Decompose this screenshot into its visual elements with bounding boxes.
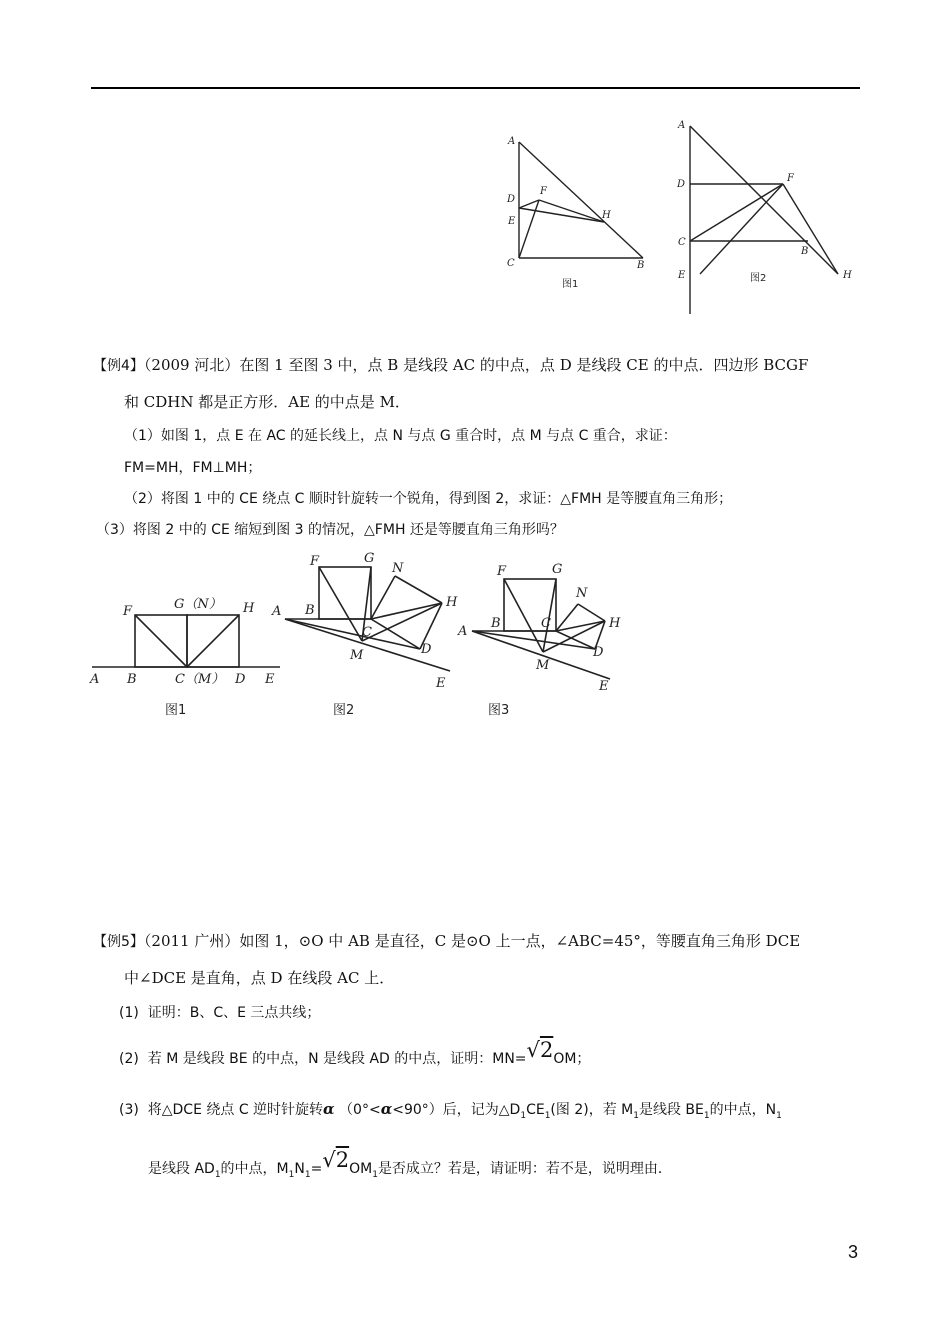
label-G: G（N） (174, 597, 222, 612)
header-rule (91, 87, 860, 89)
example4-tag: 【例4】 (93, 358, 144, 374)
q2-text-post: OM； (553, 1051, 591, 1067)
q2-text-pre: 若 M 是线段 BE 的中点，N 是线段 AD 的中点，证明：MN= (147, 1051, 527, 1067)
sqrt-symbol: √2 (526, 1038, 554, 1062)
q3-text-g: 的中点，N (709, 1102, 777, 1118)
label-G: G (364, 551, 375, 566)
label-N: N (576, 586, 588, 601)
subscript: 1 (372, 1169, 378, 1180)
caption: 图2 (750, 273, 767, 284)
label-M: M (350, 648, 364, 663)
example4-q2: （2）将图 1 中的 CE 绕点 C 顺时针旋转一个锐角，得到图 2，求证：△FMH 是等腰直角三角形； (124, 491, 733, 507)
label-F: F (310, 554, 320, 569)
subscript: 1 (776, 1110, 782, 1121)
subscript: 1 (288, 1169, 295, 1180)
q3-line2-d: = (310, 1161, 323, 1177)
label-B: B (491, 616, 501, 631)
label-D: D (507, 194, 516, 205)
q3-line2-a: 是线段 AD (148, 1161, 215, 1177)
example4-q1a: （1）如图 1，点 E 在 AC 的延长线上，点 N 与点 G 重合时，点 M 与点 C 重合，求证： (124, 428, 677, 444)
subscript: 1 (304, 1169, 311, 1180)
label-H: H (843, 270, 852, 281)
label-G: G (552, 562, 563, 577)
label-F: F (497, 564, 507, 579)
label-D: D (677, 179, 686, 190)
label-E: E (436, 676, 446, 691)
q3-text-c: <90°）后，记为△D (392, 1102, 521, 1118)
caption: 图1 (562, 279, 579, 290)
example4-q1b: FM=MH，FM⊥MH； (124, 460, 262, 476)
example5-q3-line1 (119, 1099, 782, 1126)
alpha-symbol-2: α (380, 1100, 393, 1118)
example4-figure-2 (270, 548, 468, 720)
q3-line2-f: 是否成立？若是，请证明：若不是，说明理由． (377, 1161, 672, 1177)
label-A: A (272, 604, 282, 619)
example4-figure-3 (455, 556, 640, 720)
label-B: B (305, 603, 315, 618)
page-number: 3 (847, 1242, 858, 1262)
top-figure-2 (670, 112, 860, 317)
example5-q3-line2 (148, 1148, 672, 1185)
q3-text-a: 将△DCE 绕点 C 逆时针旋转 (147, 1102, 324, 1118)
example5-q2 (119, 1038, 591, 1069)
label-B: B (801, 246, 809, 257)
label-A: A (90, 672, 100, 687)
caption: 图2 (333, 703, 355, 718)
q3-text-b: （0°< (339, 1102, 381, 1118)
sqrt-symbol: √2 (322, 1148, 350, 1172)
top-figure-1 (500, 128, 660, 298)
label-D: D (421, 642, 432, 657)
label-B: B (127, 672, 137, 687)
label-H: H (602, 210, 611, 221)
label-C: C (678, 237, 686, 248)
q3-number: (3) (119, 1102, 139, 1118)
label-H: H (446, 595, 458, 610)
label-H: H (243, 601, 255, 616)
example5-line2: 中∠DCE 是直角，点 D 在线段 AC 上． (124, 969, 395, 987)
q3-text-f: 是线段 BE (638, 1102, 704, 1118)
example4-line2: 和 CDHN 都是正方形．AE 的中点是 M． (124, 393, 410, 411)
label-F: F (540, 186, 547, 197)
example4-line1 (93, 355, 808, 376)
alpha-symbol: α (323, 1100, 335, 1118)
label-B: B (637, 260, 645, 271)
subscript: 1 (214, 1169, 221, 1180)
subscript: 1 (520, 1110, 527, 1121)
label-F: F (787, 173, 794, 184)
example5-tag: 【例5】 (93, 934, 144, 950)
caption: 图3 (488, 703, 510, 718)
example5-q1 (119, 1003, 320, 1023)
label-C: C (541, 616, 551, 631)
label-A: A (678, 120, 686, 131)
q3-text-d: CE (526, 1102, 545, 1118)
label-H: H (609, 616, 621, 631)
example5-line1-text: （2011 广州）如图 1，⊙O 中 AB 是直径，C 是⊙O 上一点，∠ABC=45°，等腰直角三角形 DCE (143, 932, 801, 950)
q3-line2-e: OM (349, 1161, 373, 1177)
caption: 图1 (165, 703, 187, 718)
label-E: E (508, 216, 516, 227)
example4-figure-1 (88, 590, 288, 720)
q1-text: 证明：B、C、E 三点共线； (147, 1005, 321, 1021)
q2-number: (2) (119, 1051, 139, 1067)
label-E: E (678, 270, 686, 281)
label-C: C（M） (175, 672, 225, 687)
subscript: 1 (544, 1110, 551, 1121)
example4-line1-text: （2009 河北）在图 1 至图 3 中，点 B 是线段 AC 的中点，点 D 是线段 CE 的中点．四边形 BCGF (143, 356, 809, 374)
label-A: A (458, 624, 468, 639)
subscript: 1 (633, 1110, 639, 1121)
label-E: E (265, 672, 275, 687)
q1-number: (1) (119, 1005, 139, 1021)
q3-text-e: (图 2)，若 M (550, 1102, 634, 1118)
subscript: 1 (703, 1110, 710, 1121)
q3-line2-b: 的中点，M (220, 1161, 289, 1177)
label-C: C (507, 258, 515, 269)
q3-line2-c: N (294, 1161, 305, 1177)
label-D: D (235, 672, 246, 687)
example5-line1 (93, 931, 800, 952)
label-E: E (599, 679, 609, 694)
label-A: A (508, 136, 516, 147)
sqrt-radicand: 2 (335, 1148, 350, 1172)
label-N: N (392, 561, 404, 576)
example4-q3: （3）将图 2 中的 CE 缩短到图 3 的情况，△FMH 还是等腰直角三角形吗？ (96, 522, 564, 538)
label-M: M (536, 658, 550, 673)
sqrt-radicand: 2 (539, 1038, 554, 1062)
label-F: F (123, 604, 133, 619)
label-C: C (362, 625, 372, 640)
label-D: D (593, 645, 604, 660)
